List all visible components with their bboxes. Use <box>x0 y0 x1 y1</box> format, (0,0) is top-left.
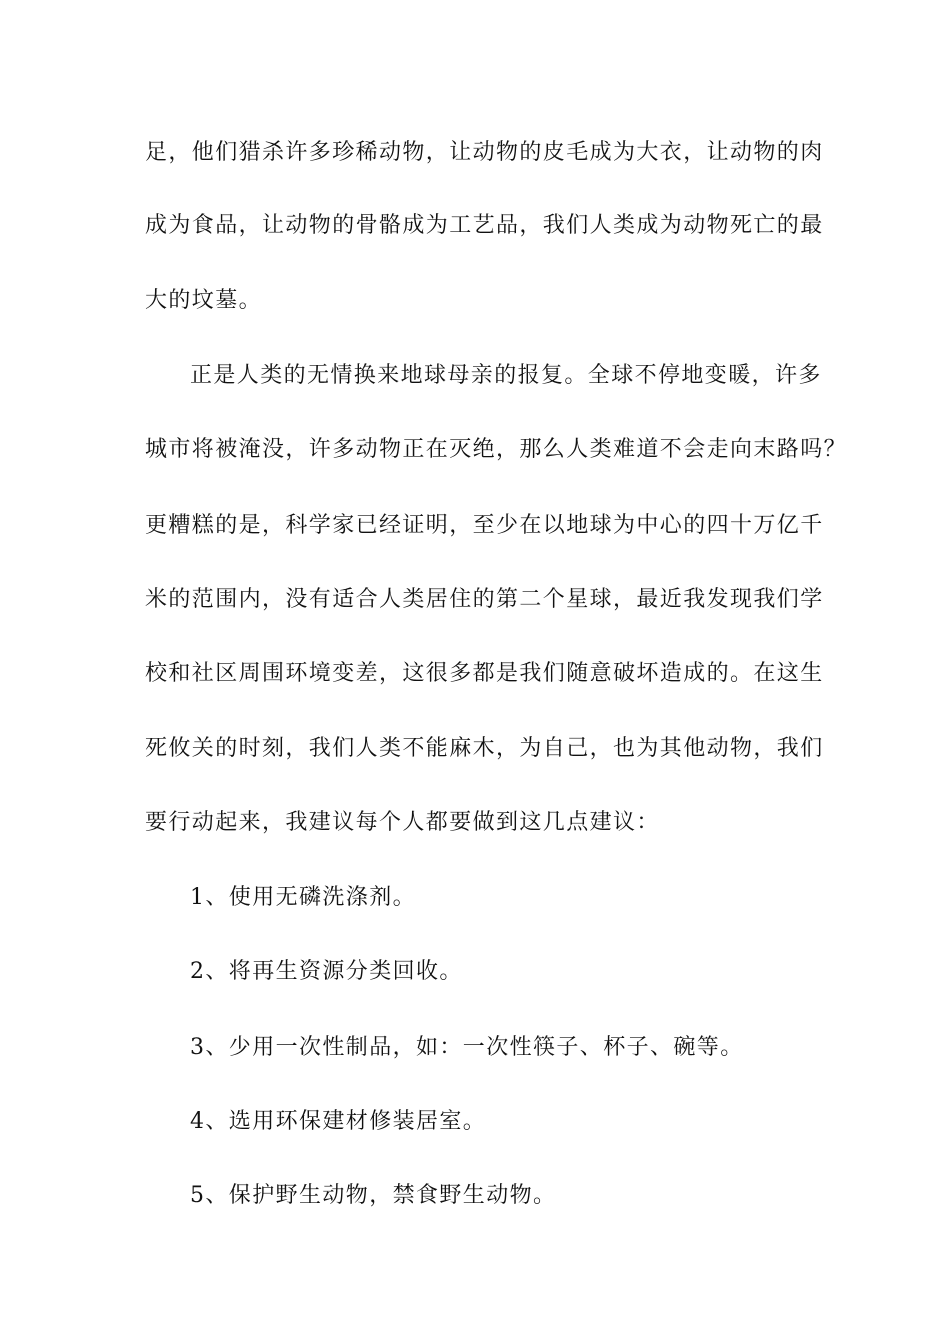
list-item: 4、选用环保建材修装居室。 <box>190 1109 487 1134</box>
text-line: 大的坟墓。 <box>145 288 263 313</box>
text-line: 校和社区周围环境变差，这很多都是我们随意破坏造成的。在这生 <box>145 661 824 686</box>
text-line: 城市将被淹没，许多动物正在灭绝，那么人类难道不会走向末路吗？ <box>145 437 848 462</box>
list-item: 2、将再生资源分类回收。 <box>190 959 463 984</box>
text-line: 足，他们猎杀许多珍稀动物，让动物的皮毛成为大衣，让动物的肉 <box>145 140 824 165</box>
paragraph-first-line: 正是人类的无情换来地球母亲的报复。全球不停地变暖，许多 <box>190 363 822 388</box>
text-line: 更糟糕的是，科学家已经证明，至少在以地球为中心的四十万亿千 <box>145 513 824 538</box>
list-item: 3、少用一次性制品，如：一次性筷子、杯子、碗等。 <box>190 1035 744 1060</box>
text-line: 死攸关的时刻，我们人类不能麻木，为自己，也为其他动物，我们 <box>145 736 824 761</box>
list-item: 5、保护野生动物，禁食野生动物。 <box>190 1183 557 1208</box>
text-line: 米的范围内，没有适合人类居住的第二个星球，最近我发现我们学 <box>145 587 824 612</box>
text-line: 要行动起来，我建议每个人都要做到这几点建议： <box>145 810 660 835</box>
text-line: 成为食品，让动物的骨骼成为工艺品，我们人类成为动物死亡的最 <box>145 213 824 238</box>
list-item: 1、使用无磷洗涤剂。 <box>190 885 416 910</box>
